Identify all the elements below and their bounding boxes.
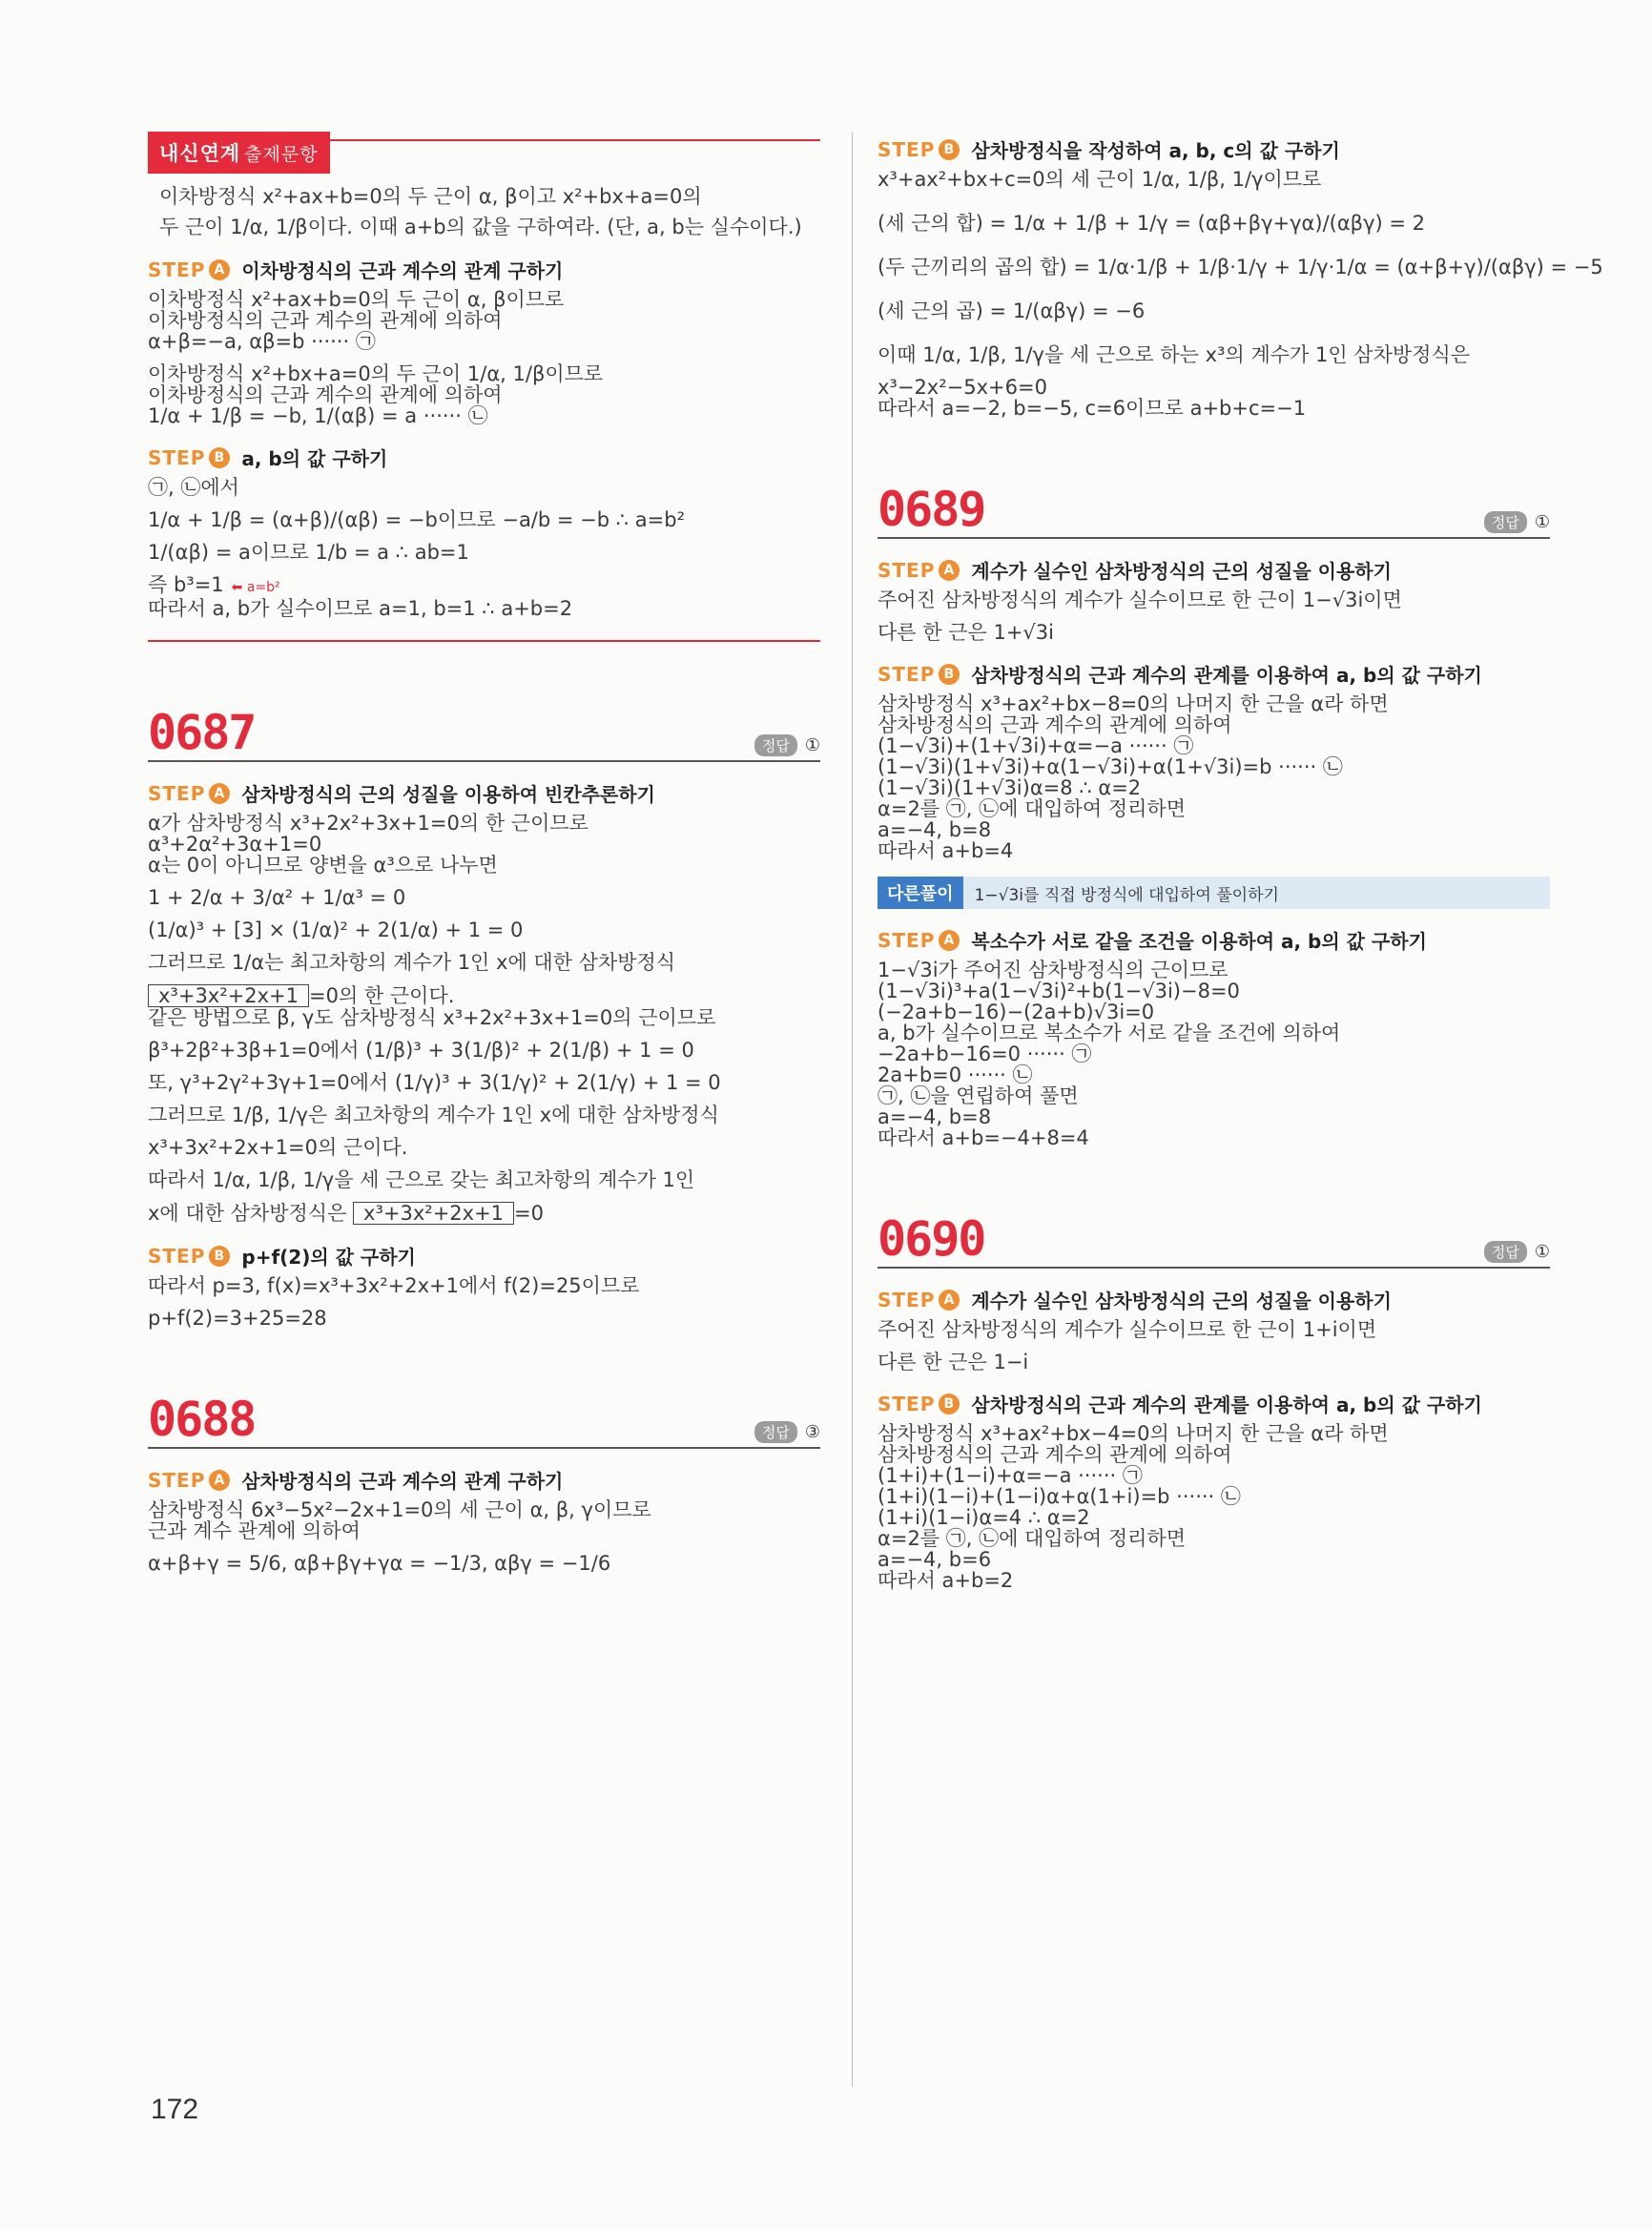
alt-title: 1−√3i를 직접 방정식에 대입하여 풀이하기 (974, 885, 1279, 905)
solution-line: x에 대한 삼차방정식은 x³+3x²+2x+1 =0 (148, 1202, 545, 1225)
question-header-0687 (148, 705, 820, 762)
solution-line: α=2를 ㉠, ㉡에 대입하여 정리하면 (878, 797, 1187, 820)
step-a-header: STEP A 계수가 실수인 삼차방정식의 근의 성질을 이용하기 (878, 556, 1550, 584)
solution-line: 다른 한 근은 1+√3i (878, 621, 1054, 644)
step-b-header: STEP B 삼차방정식의 근과 계수의 관계를 이용하여 a, b의 값 구하기 (878, 660, 1550, 688)
solution-line: α=2를 ㉠, ㉡에 대입하여 정리하면 (878, 1527, 1187, 1550)
solution-line: 따라서 a+b=−4+8=4 (878, 1126, 1089, 1149)
solution-line: 1 + 2/α + 3/α² + 1/α³ = 0 (148, 886, 406, 909)
solution-line: 삼차방정식 x³+ax²+bx−8=0의 나머지 한 근을 α라 하면 (878, 692, 1389, 715)
solution-line: (두 근끼리의 곱의 합) = 1/α·1/β + 1/β·1/γ + 1/γ·1/α = (α+β+γ)/(αβγ) = −5 (878, 256, 1603, 279)
solution-line: 이차방정식의 근과 계수의 관계에 의하여 (148, 383, 503, 406)
solution-line: (1+i)(1−i)α=4 ∴ α=2 (878, 1506, 1090, 1529)
question-number: 0688 (148, 1392, 256, 1447)
page-number: 172 (151, 2094, 199, 2125)
question-header-0690 (878, 1211, 1550, 1269)
solution-line: −2a+b−16=0 ······ ㉠ (878, 1043, 1092, 1065)
problem-line: 두 근이 1/α, 1/β이다. 이때 a+b의 값을 구하여라. (단, a, b는 실수이다.) (159, 216, 802, 238)
solution-line: 따라서 1/α, 1/β, 1/γ을 세 근으로 갖는 최고차항의 계수가 1인 (148, 1168, 695, 1191)
solution-line: α+β+γ = 5/6, αβ+βγ+γα = −1/3, αβγ = −1/6 (148, 1552, 611, 1575)
question-header-0689 (878, 482, 1550, 539)
answer-box: x³+3x²+2x+1 (353, 1202, 514, 1225)
right-column (878, 132, 1603, 1592)
step-letter-icon: B (939, 664, 960, 685)
step-title: p+f(2)의 값 구하기 (241, 1246, 416, 1269)
alt-tag: 다른풀이 (878, 877, 963, 909)
solution-line: ㉠, ㉡을 연립하여 풀면 (878, 1084, 1079, 1107)
step-title: 이차방정식의 근과 계수의 관계 구하기 (241, 259, 564, 282)
solution-line: 이차방정식 x²+bx+a=0의 두 근이 1/α, 1/β이므로 (148, 362, 604, 385)
solution-line: x³+3x²+2x+1=0의 근이다. (148, 1136, 408, 1159)
step-b-header: STEP B 삼차방정식을 작성하여 a, b, c의 값 구하기 (878, 135, 1550, 163)
left-column (148, 132, 820, 1574)
solution-line: 그러므로 1/α는 최고차항의 계수가 1인 x에 대한 삼차방정식 (148, 951, 676, 974)
solution-line: (세 근의 합) = 1/α + 1/β + 1/γ = (αβ+βγ+γα)/(αβγ) = 2 (878, 212, 1426, 235)
solution-line: 1−√3i가 주어진 삼차방정식의 근이므로 (878, 959, 1229, 981)
solution-line: 따라서 a, b가 실수이므로 a=1, b=1 ∴ a+b=2 (148, 597, 573, 620)
step-letter-icon: A (209, 1470, 230, 1491)
answer-box: x³+3x²+2x+1 (148, 984, 309, 1007)
solution-line: 따라서 a=−2, b=−5, c=6이므로 a+b+c=−1 (878, 397, 1307, 420)
step-letter-icon: A (209, 783, 230, 804)
answer-badge: 정답 ① (1484, 1241, 1550, 1263)
question-header-0688 (148, 1392, 820, 1449)
solution-line: 이차방정식의 근과 계수의 관계에 의하여 (148, 309, 503, 332)
solution-line: (1−√3i)(1+√3i)+α(1−√3i)+α(1+√3i)=b ······ ㉡ (878, 755, 1343, 778)
step-letter-icon: B (209, 1246, 230, 1267)
step-a-header: STEP A 복소수가 서로 같을 조건을 이용하여 a, b의 값 구하기 (878, 926, 1550, 954)
solution-line: 1/α + 1/β = −b, 1/(αβ) = a ······ ㉡ (148, 404, 488, 427)
solution-line: (1+i)+(1−i)+α=−a ······ ㉠ (878, 1464, 1143, 1487)
problem-line: 이차방정식 x²+ax+b=0의 두 근이 α, β이고 x²+bx+a=0의 (159, 185, 702, 208)
step-title: a, b의 값 구하기 (241, 447, 388, 470)
step-title: 삼차방정식의 근과 계수의 관계 구하기 (241, 1470, 564, 1493)
solution-line: 그러므로 1/β, 1/γ은 최고차항의 계수가 1인 x에 대한 삼차방정식 (148, 1104, 719, 1126)
solution-line: 이차방정식 x²+ax+b=0의 두 근이 α, β이므로 (148, 288, 565, 311)
solution-line: (1−√3i)³+a(1−√3i)²+b(1−√3i)−8=0 (878, 980, 1240, 1002)
alternative-solution-bar (878, 877, 1550, 909)
solution-line: a=−4, b=8 (878, 1105, 992, 1128)
solution-line: 따라서 a+b=4 (878, 839, 1014, 862)
solution-line: α가 삼차방정식 x³+2x²+3x+1=0의 한 근이므로 (148, 812, 589, 835)
step-title: 계수가 실수인 삼차방정식의 근의 성질을 이용하기 (971, 560, 1392, 583)
solution-line: p+f(2)=3+25=28 (148, 1307, 327, 1330)
step-a-header: STEP A 이차방정식의 근과 계수의 관계 구하기 (148, 256, 820, 283)
step-b-header: STEP B p+f(2)의 값 구하기 (148, 1242, 820, 1270)
solution-line: 즉 b³=1 ⬅ a=b² (148, 573, 280, 596)
answer-badge: 정답 ③ (754, 1421, 820, 1443)
solution-line: 삼차방정식 x³+ax²+bx−4=0의 나머지 한 근을 α라 하면 (878, 1422, 1389, 1445)
solution-line: α+β=−a, αβ=b ······ ㉠ (148, 330, 376, 353)
solution-line: 또, γ³+2γ²+3γ+1=0에서 (1/γ)³ + 3(1/γ)² + 2(1/γ) + 1 = 0 (148, 1071, 721, 1094)
step-letter-icon: A (209, 259, 230, 280)
step-title: 복소수가 서로 같을 조건을 이용하여 a, b의 값 구하기 (971, 930, 1427, 953)
answer-badge: 정답 ① (754, 734, 820, 756)
step-letter-icon: B (939, 139, 960, 160)
step-a-header: STEP A 삼차방정식의 근의 성질을 이용하여 빈칸추론하기 (148, 779, 820, 807)
column-divider (852, 132, 853, 2087)
solution-line: α³+2α²+3α+1=0 (148, 833, 322, 856)
solution-line: β³+2β²+3β+1=0에서 (1/β)³ + 3(1/β)² + 2(1/β) + 1 = 0 (148, 1039, 694, 1062)
solution-line: a, b가 실수이므로 복소수가 서로 같을 조건에 의하여 (878, 1022, 1341, 1044)
answer-badge: 정답 ① (1484, 511, 1550, 533)
solution-line: 따라서 a+b=2 (878, 1569, 1014, 1592)
solution-line: 1/(αβ) = a이므로 1/b = a ∴ ab=1 (148, 541, 469, 564)
step-letter-icon: B (939, 1394, 960, 1414)
step-a-header: STEP A 삼차방정식의 근과 계수의 관계 구하기 (148, 1466, 820, 1494)
step-b-header: STEP B 삼차방정식의 근과 계수의 관계를 이용하여 a, b의 값 구하기 (878, 1390, 1550, 1417)
naesin-tag: 내신연계 출제문항 (148, 132, 330, 174)
solution-line: x³+ax²+bx+c=0의 세 근이 1/α, 1/β, 1/γ이므로 (878, 168, 1322, 191)
arrow-note: ⬅ a=b² (231, 580, 280, 595)
step-title: 삼차방정식을 작성하여 a, b, c의 값 구하기 (971, 139, 1340, 162)
naesin-banner (148, 132, 820, 174)
solution-line: (1−√3i)+(1+√3i)+α=−a ······ ㉠ (878, 734, 1194, 757)
solution-line: a=−4, b=6 (878, 1548, 992, 1571)
solution-line: 삼차방정식 6x³−5x²−2x+1=0의 세 근이 α, β, γ이므로 (148, 1498, 651, 1521)
solution-line: 주어진 삼차방정식의 계수가 실수이므로 한 근이 1+i이면 (878, 1318, 1377, 1341)
solution-line: 이때 1/α, 1/β, 1/γ을 세 근으로 하는 x³의 계수가 1인 삼차방정식은 (878, 343, 1471, 366)
solution-line: x³+3x²+2x+1 =0의 한 근이다. (148, 984, 820, 1007)
step-b-header: STEP B a, b의 값 구하기 (148, 444, 820, 471)
solution-line: 삼차방정식의 근과 계수의 관계에 의하여 (878, 1443, 1232, 1466)
solution-line: ㉠, ㉡에서 (148, 476, 239, 499)
solution-line: 주어진 삼차방정식의 계수가 실수이므로 한 근이 1−√3i이면 (878, 588, 1402, 611)
solution-line: α는 0이 아니므로 양변을 α³으로 나누면 (148, 854, 498, 877)
solution-line: 따라서 p=3, f(x)=x³+3x²+2x+1에서 f(2)=25이므로 (148, 1274, 640, 1297)
solution-line: (−2a+b−16)−(2a+b)√3i=0 (878, 1001, 1155, 1023)
solution-line: 근과 계수 관계에 의하여 (148, 1519, 361, 1542)
step-title: 삼차방정식의 근과 계수의 관계를 이용하여 a, b의 값 구하기 (971, 664, 1482, 687)
solution-line: 같은 방법으로 β, γ도 삼차방정식 x³+2x²+3x+1=0의 근이므로 (148, 1006, 716, 1029)
solution-line: 다른 한 근은 1−i (878, 1351, 1029, 1373)
step-title: 계수가 실수인 삼차방정식의 근의 성질을 이용하기 (971, 1290, 1392, 1312)
step-letter-icon: B (209, 447, 230, 468)
step-title: 삼차방정식의 근과 계수의 관계를 이용하여 a, b의 값 구하기 (971, 1394, 1482, 1416)
problem-text (148, 185, 820, 238)
solution-line: (1+i)(1−i)+(1−i)α+α(1+i)=b ······ ㉡ (878, 1485, 1241, 1508)
solution-line: (1/α)³ + [3] × (1/α)² + 2(1/α) + 1 = 0 (148, 919, 524, 941)
step-a-header: STEP A 계수가 실수인 삼차방정식의 근의 성질을 이용하기 (878, 1286, 1550, 1313)
step-letter-icon: A (939, 930, 960, 951)
section-rule (148, 640, 820, 642)
step-title: 삼차방정식의 근의 성질을 이용하여 빈칸추론하기 (241, 783, 655, 806)
solution-line: a=−4, b=8 (878, 818, 992, 841)
solution-line: x³−2x²−5x+6=0 (878, 376, 1047, 399)
solution-line: (세 근의 곱) = 1/(αβγ) = −6 (878, 299, 1146, 322)
question-number: 0687 (148, 705, 256, 760)
solution-line: 삼차방정식의 근과 계수의 관계에 의하여 (878, 713, 1232, 736)
solution-line: 2a+b=0 ······ ㉡ (878, 1063, 1033, 1086)
step-letter-icon: A (939, 1290, 960, 1311)
solution-line: 1/α + 1/β = (α+β)/(αβ) = −b이므로 −a/b = −b ∴ a=b² (148, 508, 686, 531)
question-number: 0689 (878, 482, 985, 537)
solution-line: (1−√3i)(1+√3i)α=8 ∴ α=2 (878, 776, 1142, 799)
question-number: 0690 (878, 1211, 985, 1267)
step-letter-icon: A (939, 560, 960, 581)
